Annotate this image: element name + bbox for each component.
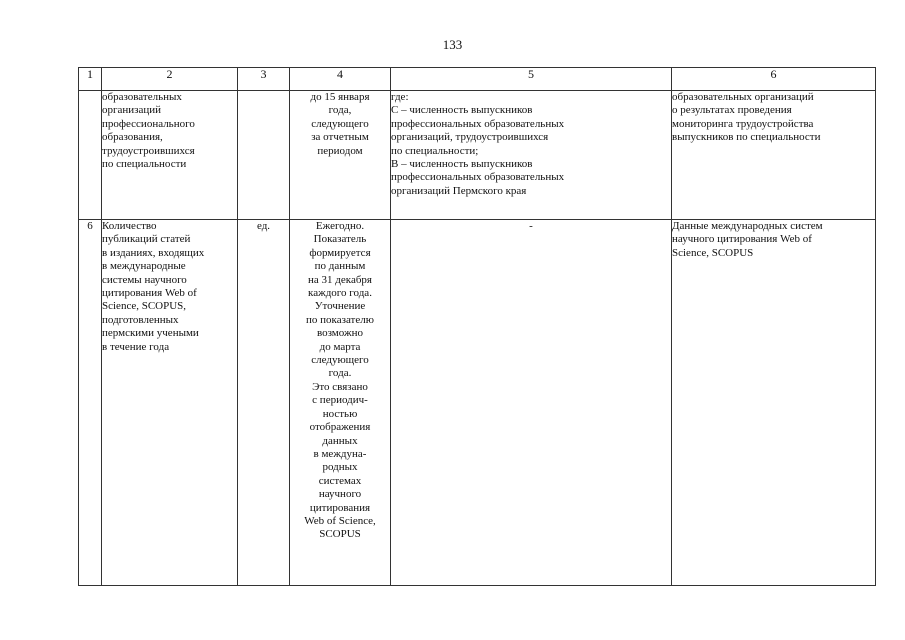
table-row xyxy=(79,220,876,586)
column-header: 1 xyxy=(79,68,102,91)
source-cell: образовательных организаций о результатах проведения мониторинга трудоустройства выпускников по специальности xyxy=(672,91,876,220)
periodicity-cell: Ежегодно. Показатель формируется по данным на 31 декабря каждого года. Уточнение по показателю возможно до марта следующего года. Это связано с периодич- ностью отображения данных в междуна- родных системах научного цитирования Web of Science, SCOPUS xyxy=(290,220,391,586)
table-header-row xyxy=(79,68,876,91)
method-cell: - xyxy=(391,220,672,586)
column-header: 2 xyxy=(102,68,238,91)
table-row xyxy=(79,91,876,220)
page-number: 133 xyxy=(442,37,463,52)
row-number-cell xyxy=(79,91,102,220)
column-header: 6 xyxy=(672,68,876,91)
unit-cell xyxy=(238,91,290,220)
indicator-name-cell: Количество публикаций статей в изданиях, входящих в международные системы научного цитирования Web of Science, SCOPUS, подготовленных пермскими учеными в течение года xyxy=(102,220,238,586)
source-cell: Данные международных систем научного цитирования Web of Science, SCOPUS xyxy=(672,220,876,586)
indicator-table xyxy=(78,67,876,586)
periodicity-cell: до 15 января года, следующего за отчетным периодом xyxy=(290,91,391,220)
column-header: 3 xyxy=(238,68,290,91)
row-number-cell: 6 xyxy=(79,220,102,586)
method-cell: где: С – численность выпускников профессиональных образовательных организаций, трудоустроившихся по специальности; В – численность выпускников профессиональных образовательных организаций Пермского края xyxy=(391,91,672,220)
indicator-name-cell: образовательных организаций профессионального образования, трудоустроившихся по специальности xyxy=(102,91,238,220)
column-header: 4 xyxy=(290,68,391,91)
column-header: 5 xyxy=(391,68,672,91)
unit-cell: ед. xyxy=(238,220,290,586)
